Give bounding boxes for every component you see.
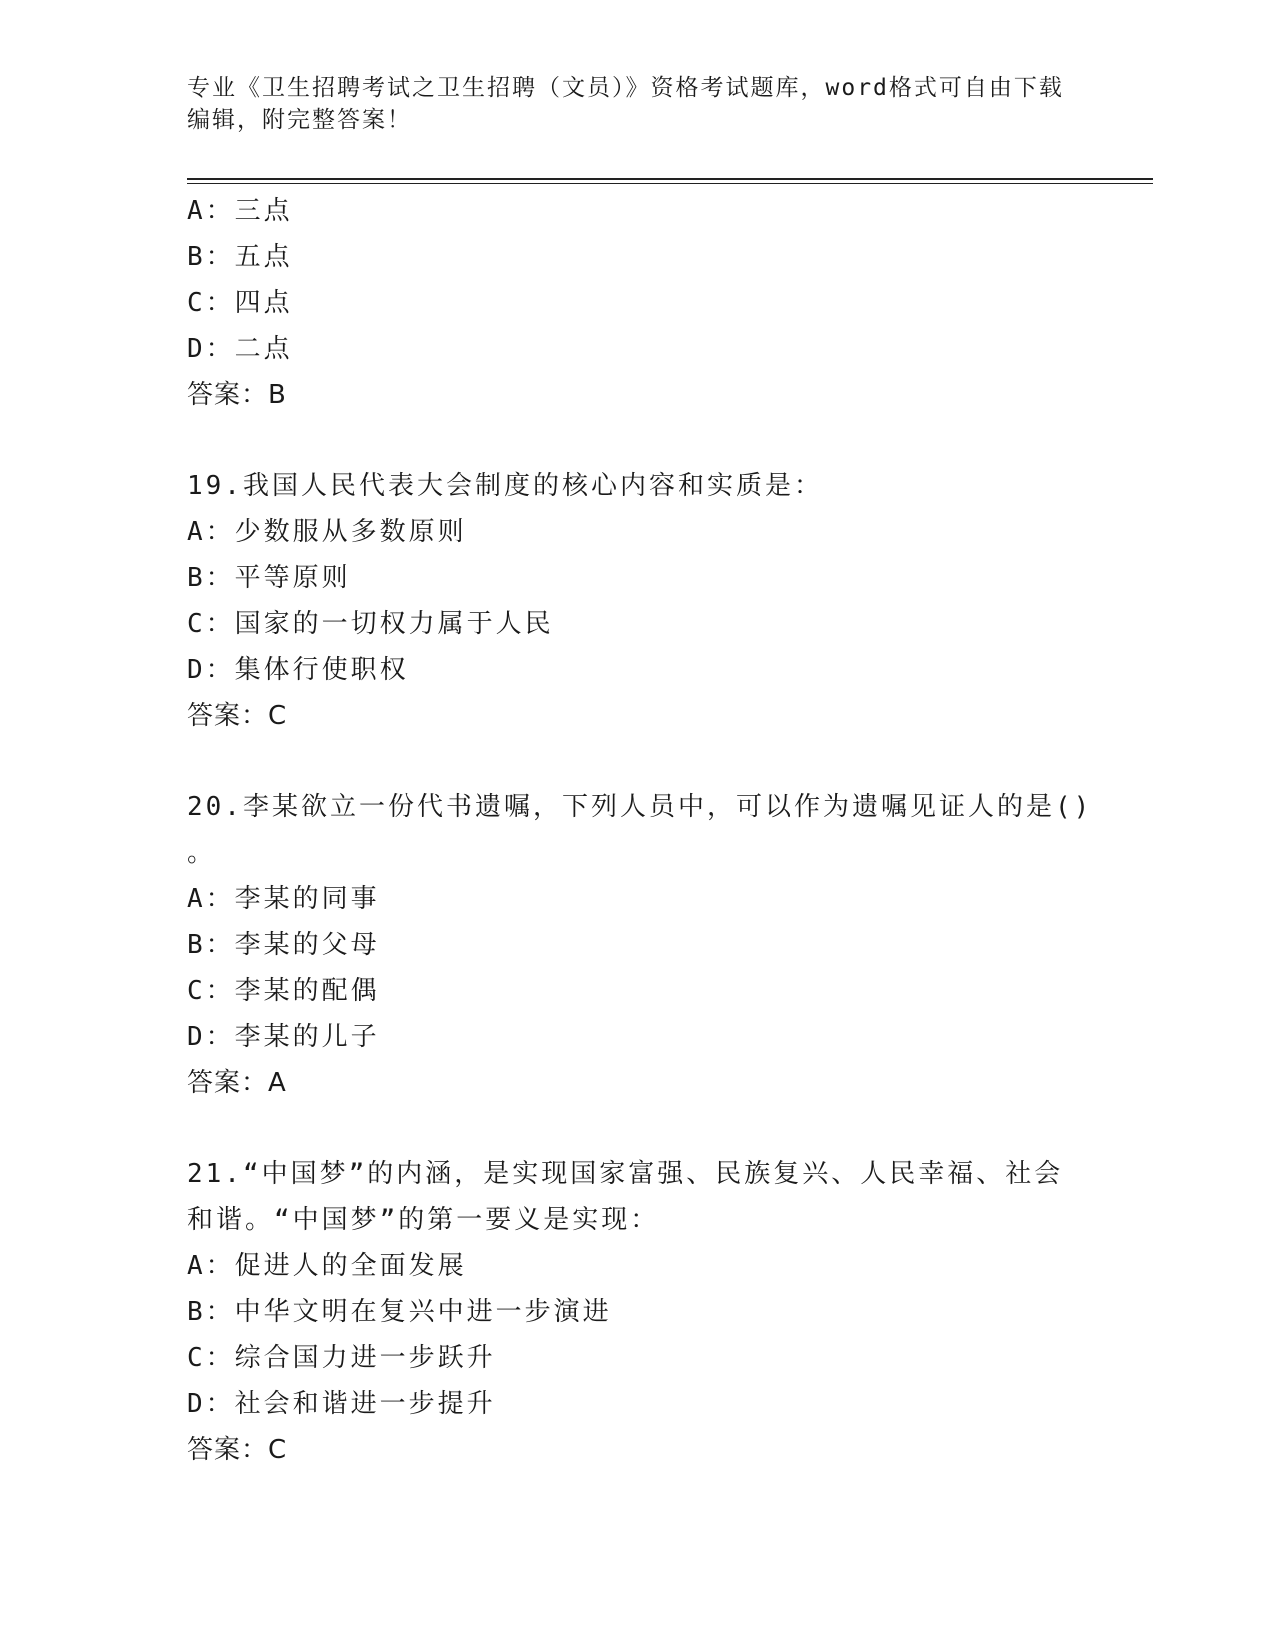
question-title-line-1: 21.“中国梦”的内涵，是实现国家富强、民族复兴、人民幸福、社会 bbox=[187, 1159, 1064, 1189]
option-a: A：少数服从多数原则 bbox=[187, 517, 467, 547]
option-c: C：综合国力进一步跃升 bbox=[187, 1343, 496, 1373]
option-c: C：四点 bbox=[187, 288, 293, 318]
question-20 bbox=[187, 784, 1093, 1106]
option-c: C：李某的配偶 bbox=[187, 976, 380, 1006]
option-d: D：社会和谐进一步提升 bbox=[187, 1389, 496, 1419]
option-a: A：李某的同事 bbox=[187, 884, 380, 914]
option-b: B：李某的父母 bbox=[187, 930, 380, 960]
document-header bbox=[187, 72, 1087, 136]
option-b: B：中华文明在复兴中进一步演进 bbox=[187, 1297, 612, 1327]
option-b: B：平等原则 bbox=[187, 563, 351, 593]
header-divider-thin bbox=[187, 183, 1153, 184]
answer-line: 答案：A bbox=[187, 1068, 287, 1098]
answer-line: 答案：C bbox=[187, 701, 288, 731]
option-b: B：五点 bbox=[187, 242, 293, 272]
option-d: D：李某的儿子 bbox=[187, 1022, 380, 1052]
header-line-1: 专业《卫生招聘考试之卫生招聘（文员）》资格考试题库，word格式可自由下载 bbox=[187, 75, 1064, 101]
option-c: C：国家的一切权力属于人民 bbox=[187, 609, 554, 639]
question-title: 19.我国人民代表大会制度的核心内容和实质是： bbox=[187, 471, 823, 501]
option-a: A：促进人的全面发展 bbox=[187, 1251, 467, 1281]
answer-line: 答案：B bbox=[187, 380, 287, 410]
answer-line: 答案：C bbox=[187, 1435, 288, 1465]
question-title: 20.李某欲立一份代书遗嘱，下列人员中，可以作为遗嘱见证人的是() bbox=[187, 792, 1093, 822]
question-list bbox=[187, 188, 1093, 1473]
header-divider-thick bbox=[187, 178, 1153, 180]
option-d: D：集体行使职权 bbox=[187, 655, 409, 685]
question-title-line-2: 和谐。“中国梦”的第一要义是实现： bbox=[187, 1205, 660, 1235]
question-title-tail: 。 bbox=[187, 838, 214, 868]
question-19 bbox=[187, 463, 1087, 739]
question-18 bbox=[187, 188, 1087, 418]
option-a: A：三点 bbox=[187, 196, 293, 226]
header-line-2: 编辑，附完整答案！ bbox=[187, 107, 412, 133]
option-d: D：二点 bbox=[187, 334, 293, 364]
question-21 bbox=[187, 1151, 1087, 1473]
